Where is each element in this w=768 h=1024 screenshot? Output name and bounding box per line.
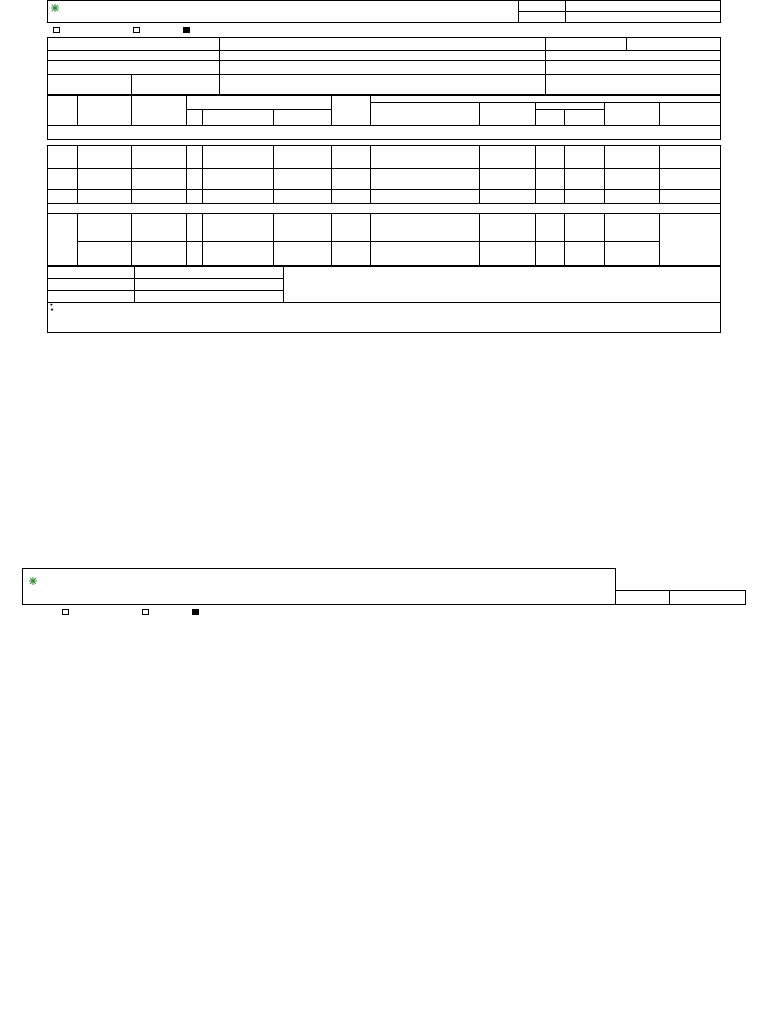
sheet2-header-table <box>22 568 746 605</box>
section-heading <box>48 126 721 140</box>
approved-by-label <box>48 291 135 303</box>
document-number-label <box>615 591 669 605</box>
prelaunch-checkbox[interactable] <box>133 27 140 33</box>
table-row <box>48 146 721 169</box>
prepared-by-value <box>135 267 283 279</box>
production-checkbox[interactable] <box>192 609 199 615</box>
prototype-checkbox[interactable] <box>62 609 69 615</box>
col-reaction-plan <box>659 103 720 126</box>
sheet1-signoff-table <box>47 266 721 333</box>
prototype-option[interactable] <box>53 27 63 33</box>
org-plant <box>132 75 219 95</box>
company-logo <box>29 577 41 585</box>
material-spec <box>219 61 545 75</box>
table-row <box>48 169 721 190</box>
control-plan-number <box>48 38 220 51</box>
col-freq <box>565 110 605 126</box>
page-number-label <box>615 569 669 591</box>
core-team <box>219 51 545 61</box>
col-size <box>536 110 565 126</box>
col-process <box>274 110 332 126</box>
drawing-code <box>48 75 132 95</box>
prelaunch-option[interactable] <box>133 27 143 33</box>
document-number-value <box>670 591 746 605</box>
table-row <box>48 242 721 266</box>
col-no <box>187 110 203 126</box>
table-row <box>48 214 721 242</box>
prototype-option[interactable] <box>62 609 72 615</box>
prepared-by-label <box>48 267 135 279</box>
col-special <box>331 96 370 126</box>
prelaunch-option[interactable] <box>142 609 152 615</box>
reaction-plan-storage <box>659 214 720 266</box>
document-number-value <box>566 12 721 23</box>
critical-circle-icon: ● <box>50 302 53 307</box>
date-rev <box>626 38 720 51</box>
logo-burst-icon <box>29 577 37 585</box>
table-row <box>48 190 721 204</box>
checked-by-value <box>135 279 283 291</box>
customer-quality-approval <box>546 61 721 75</box>
control-plan-sheet-1 <box>47 0 721 500</box>
col-eval <box>480 103 536 126</box>
col-spec <box>370 103 479 126</box>
prelaunch-checkbox[interactable] <box>142 609 149 615</box>
production-checkbox[interactable] <box>183 27 190 33</box>
org-plant-approval <box>546 75 721 95</box>
customer-engineering-approval <box>546 51 721 61</box>
document-number-label <box>519 12 566 23</box>
col-product <box>203 110 274 126</box>
col-part-number <box>48 96 78 126</box>
prototype-checkbox[interactable] <box>53 27 60 33</box>
org-code <box>219 75 545 95</box>
part-name <box>48 61 220 75</box>
control-plan-sheet-2 <box>22 568 746 1024</box>
production-option[interactable] <box>183 27 193 33</box>
section-heading <box>48 204 721 214</box>
col-methods <box>370 96 720 103</box>
company-logo <box>51 4 63 12</box>
logo-burst-icon <box>51 4 59 12</box>
sheet1-info-table <box>47 37 721 95</box>
sheet1-process-table <box>47 95 721 266</box>
checked-by-label <box>48 279 135 291</box>
col-characteristics <box>187 96 332 110</box>
col-control-method <box>604 103 659 126</box>
key-contact <box>219 38 545 51</box>
production-option[interactable] <box>192 609 202 615</box>
revision-details <box>283 267 720 303</box>
note-block <box>48 303 721 333</box>
page-number-label <box>519 1 566 12</box>
page-number-value <box>566 1 721 12</box>
key-star-icon: ★ <box>50 306 55 312</box>
approved-by-value <box>135 291 283 303</box>
plan-type-row <box>47 23 721 37</box>
part-number-rev <box>48 51 220 61</box>
page-number-value <box>670 569 746 591</box>
col-sample <box>536 103 605 110</box>
sheet1-header-table <box>47 0 721 23</box>
plan-type-row <box>22 605 746 619</box>
col-machine <box>132 96 187 126</box>
date-orig <box>546 38 627 51</box>
col-process-name <box>77 96 132 126</box>
